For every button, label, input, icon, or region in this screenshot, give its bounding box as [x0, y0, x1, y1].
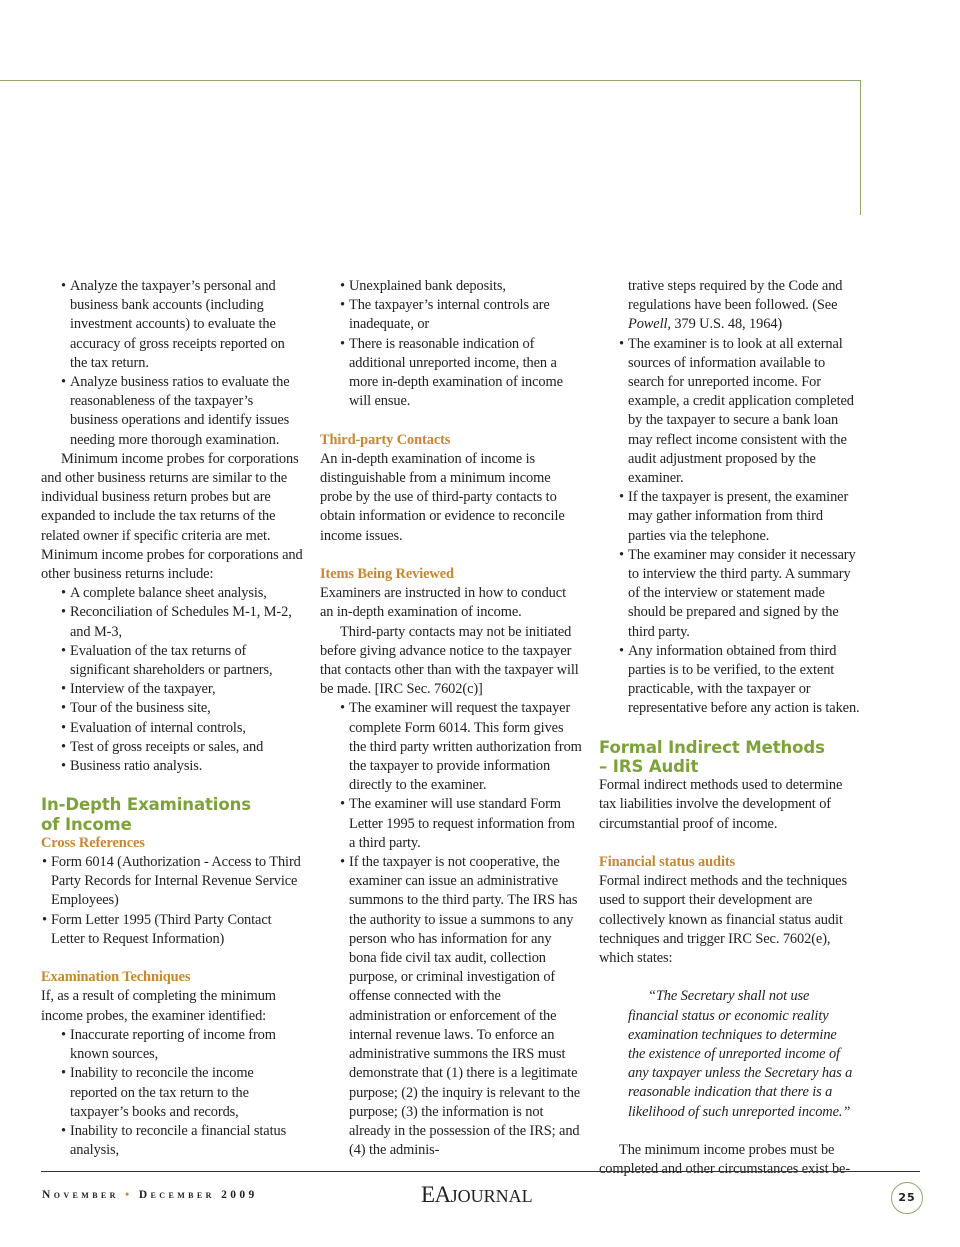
column-3 — [599, 277, 861, 1179]
text-run: trative steps required by the Code and regulations have been followed. (See — [628, 278, 843, 314]
decorative-frame-right — [860, 80, 861, 215]
bullet-list-findings-cont — [320, 277, 582, 411]
list-item: • Reconciliation of Schedules M-1, M-2, and M-3, — [70, 603, 303, 641]
issue-date — [42, 1189, 258, 1201]
list-item: • The examiner will request the taxpayer complete Form 6014. This form gives the third party written authorization from the taxpayer to provide information directly to the examiner. — [349, 699, 582, 795]
list-item: • Tour of the business site, — [70, 699, 303, 718]
list-item: • Inability to reconcile a financial status analysis, — [70, 1122, 303, 1160]
paragraph-closing: The minimum income probes must be completed and other circumstances exist be- — [599, 1142, 851, 1178]
subheading-cross-references: Cross References — [41, 834, 145, 851]
logo-journal: JOURNAL — [450, 1186, 533, 1206]
heading-line: Formal Indirect Methods — [599, 737, 825, 757]
list-item: • Form 6014 (Authorization - Access to Third Party Records for Internal Revenue Service Employees) — [51, 853, 303, 911]
list-item: • If the taxpayer is not cooperative, the examiner can issue an administrative summons to the third party. The IRS has the authority to issue a summons to any person who has information for any bona fide civil tax audit, collection purpose, or criminal investigation of offense connected with the administration or enforcement of the internal revenue laws. To enforce an administrative summons the IRS must demonstrate that (1) there is a legitimate purpose; (2) the inquiry is relevant to the purpose; (3) the information is not already in the possession of the IRS; and (4) the adminis- — [349, 853, 582, 1160]
paragraph-financial-status: Formal indirect methods and the techniques used to support their development are collectively known as financial status audit techniques and trigger IRC Sec. 7602(e), which states: — [599, 873, 847, 967]
bullet-list-corporate-probes — [41, 584, 303, 776]
separator-dot: • — [125, 1189, 133, 1201]
block-quote — [599, 987, 861, 1121]
list-item: • Unexplained bank deposits, — [349, 277, 582, 296]
list-item: • There is reasonable indication of additional unreported income, then a more in-depth examination of income will ensue. — [349, 335, 582, 412]
list-item: • The taxpayer’s internal controls are inadequate, or — [349, 296, 582, 334]
list-item: • Business ratio analysis. — [70, 757, 303, 776]
decorative-frame-top — [0, 80, 860, 81]
issue-year: 2009 — [221, 1189, 258, 1201]
list-item: • If the taxpayer is present, the examiner may gather information from third parties via the telephone. — [628, 488, 861, 546]
paragraph-third-party: An in-depth examination of income is distinguishable from a minimum income probe by the use of third-party contacts to obtain information or evidence to reconcile income issues. — [320, 450, 565, 544]
subheading-third-party-contacts: Third-party Contacts — [320, 431, 451, 448]
logo-ea: EA — [421, 1182, 451, 1207]
page-number: 25 — [891, 1182, 923, 1214]
list-item: • Any information obtained from third parties is to be verified, to the extent practicable, with the taxpayer or representative before any action is taken. — [628, 642, 861, 719]
ea-journal-logo — [421, 1182, 533, 1208]
paragraph-min-income: Minimum income probes for corporations and other business returns are similar to the individual business return probes but are expanded to include the tax returns of the related owner if specific criteria are met. Minimum income probes for corporations and other business returns include: — [41, 450, 303, 583]
bullet-list-probes — [41, 277, 303, 450]
footer-rule — [41, 1171, 920, 1172]
subheading-examination-techniques: Examination Techniques — [41, 969, 191, 986]
text-run: 379 U.S. 48, 1964) — [670, 316, 783, 333]
list-item: • Evaluation of the tax returns of significant shareholders or partners, — [70, 642, 303, 680]
case-citation: Powell, — [628, 316, 671, 333]
paragraph-exam-techniques: If, as a result of completing the minimum income probes, the examiner identified: — [41, 988, 276, 1024]
list-item: • The examiner is to look at all external sources of information available to search for unreported income. For example, a credit application completed by the taxpayer to secure a bank loan may reflect income consistent with the audit adjustment proposed by the examiner. — [628, 335, 861, 489]
list-item: • Inaccurate reporting of income from known sources, — [70, 1026, 303, 1064]
bullet-list-examiner-steps — [320, 699, 582, 1160]
heading-line: of Income — [41, 814, 132, 834]
issue-month: December — [138, 1189, 215, 1201]
list-item: • Evaluation of internal controls, — [70, 719, 303, 738]
list-item: • Inability to reconcile the income reported on the tax return to the taxpayer’s books and records, — [70, 1064, 303, 1122]
list-item: • Analyze business ratios to evaluate the reasonableness of the taxpayer’s business operations and identify issues needing more thorough examination. — [70, 373, 303, 450]
column-2 — [320, 277, 582, 1160]
list-item: • The examiner will use standard Form Letter 1995 to request information from a third party. — [349, 795, 582, 853]
bullet-list-exam-findings — [41, 1026, 303, 1160]
quote-text: “The Secretary shall not use financial status or economic reality examination techniques to determine the existence of unreported income of any taxpayer unless the Secretary has a reasonable indication that there is a likelihood of such unreported income.” — [628, 988, 853, 1120]
bullet-list-cross-references — [41, 853, 303, 949]
column-1 — [41, 277, 303, 1160]
heading-line: In-Depth Examinations — [41, 795, 251, 815]
list-item: • The examiner may consider it necessary to interview the third party. A summary of the interview or statement made should be prepared and signed by the third party. — [628, 546, 861, 642]
section-heading-formal-indirect — [599, 738, 861, 776]
issue-month: November — [42, 1189, 119, 1201]
subheading-items-being-reviewed: Items Being Reviewed — [320, 566, 454, 583]
paragraph-items-2: Third-party contacts may not be initiated before giving advance notice to the taxpayer that contacts other than with the taxpayer will be made. [IRC Sec. 7602(c)] — [320, 623, 579, 698]
list-item: • Analyze the taxpayer’s personal and business bank accounts (including investment accounts) to evaluate the accuracy of gross receipts reported on the tax return. — [70, 277, 303, 373]
list-item: • Form Letter 1995 (Third Party Contact Letter to Request Information) — [51, 911, 303, 949]
paragraph-formal-methods: Formal indirect methods used to determine tax liabilities involve the development of circumstantial proof of income. — [599, 777, 843, 832]
paragraph-continuation — [599, 277, 861, 335]
bullet-list-third-party-info — [599, 335, 861, 719]
subheading-financial-status-audits: Financial status audits — [599, 854, 736, 871]
list-item: • Test of gross receipts or sales, and — [70, 738, 303, 757]
section-heading-in-depth — [41, 795, 303, 833]
heading-line: – IRS Audit — [599, 757, 699, 777]
list-item: • A complete balance sheet analysis, — [70, 584, 303, 603]
list-item: • Interview of the taxpayer, — [70, 680, 303, 699]
paragraph-items: Examiners are instructed in how to conduct an in-depth examination of income. — [320, 585, 566, 621]
